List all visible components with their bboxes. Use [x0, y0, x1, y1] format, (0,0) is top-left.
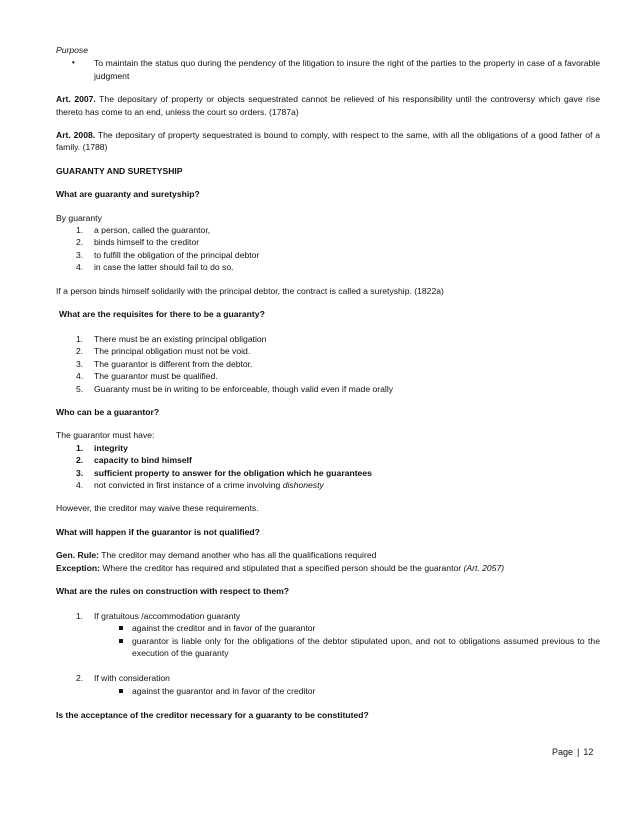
article-2007-label: Art. 2007. [56, 94, 96, 105]
list-item: 2. The principal obligation must not be void. [76, 346, 251, 357]
exception: Exception: Where the creditor has required and stipulated that a specified person should be the guarantor (Art. 2057) [56, 562, 505, 573]
q3-closing: However, the creditor may waive these requirements. [56, 503, 259, 514]
question-who-guarantor: Who can be a guarantor? [56, 407, 160, 418]
list-item: 2. capacity to bind himself [76, 455, 192, 466]
square-bullet-icon [119, 639, 123, 643]
q3-list [56, 442, 600, 492]
purpose-bullet [56, 57, 600, 82]
section-title: GUARANTY AND SURETYSHIP [56, 165, 183, 176]
purpose-heading: Purpose [56, 45, 89, 55]
question-guaranty-definition: What are guaranty and suretyship? [56, 189, 200, 200]
q3-intro: The guarantor must have: [56, 430, 155, 441]
list-item: 4. not convicted in first instance of a crime involving dishonesty [76, 480, 324, 491]
q1-intro: By guaranty [56, 212, 102, 223]
article-2008-text: The depositary of property sequestrated is bound to comply, with respect to the same, with all the obligations of a good father of a family. (1788) [56, 130, 600, 153]
square-bullet-icon [119, 689, 123, 693]
list-item: 1. If gratuitous /accommodation guaranty [76, 611, 241, 621]
question-requisites: What are the requisites for there to be a guaranty? [59, 309, 265, 320]
square-bullet-icon [119, 626, 123, 630]
q1-closing: If a person binds himself solidarily with the principal debtor, the contract is called a suretyship. (1822a) [56, 285, 444, 296]
sub-list-item: against the guarantor and in favor of the creditor [56, 685, 600, 697]
list-item: 1. integrity [76, 442, 128, 453]
sub-list-item: against the creditor and in favor of the guarantor [56, 622, 600, 634]
list-item: 3. sufficient property to answer for the obligation which he guarantees [76, 467, 372, 478]
sub-list-item: guarantor is liable only for the obligations of the debtor stipulated upon, and not to obligations assumed previous to the execution of the guaranty [56, 635, 600, 660]
page-footer [552, 746, 593, 758]
article-2007 [56, 93, 600, 118]
page-label: Page [552, 747, 574, 757]
general-rule: Gen. Rule: The creditor may demand another who has all the qualifications required [56, 550, 377, 561]
q2-list [56, 333, 600, 395]
document-page [56, 44, 600, 722]
list-item: 2. binds himself to the creditor [76, 237, 200, 248]
list-item: 4. in case the latter should fail to do so. [76, 262, 234, 273]
article-2007-text: The depositary of property or objects sequestrated cannot be relieved of his responsibility until the controversy which gave rise thereto has come to an end, unless the court so orders. (1787a) [56, 94, 600, 117]
list-item: 1. There must be an existing principal obligation [76, 334, 267, 344]
list-item: 3. to fulfill the obligation of the principal debtor [76, 249, 260, 260]
list-item: 2. If with consideration [76, 673, 170, 684]
list-item: 3. The guarantor is different from the debtor. [76, 358, 253, 369]
purpose-text: To maintain the status quo during the pendency of the litigation to insure the right of the parties to the property in case of a favorable judgment [94, 58, 600, 81]
list-item: 1. a person, called the guarantor, [76, 225, 211, 236]
article-2008 [56, 129, 600, 154]
page-number: 12 [583, 747, 594, 757]
article-2008-label: Art. 2008. [56, 130, 96, 141]
list-item: 5. Guaranty must be in writing to be enforceable, though valid even if made orally [76, 383, 394, 394]
question-acceptance: Is the acceptance of the creditor necessary for a guaranty to be constituted? [56, 710, 369, 721]
list-item: 4. The guarantor must be qualified. [76, 371, 218, 382]
bullet-icon: • [72, 58, 75, 68]
question-not-qualified: What will happen if the guarantor is not qualified? [56, 526, 260, 537]
q1-list [56, 224, 600, 274]
question-construction-rules: What are the rules on construction with respect to them? [56, 586, 290, 597]
page-separator: | [577, 747, 580, 757]
